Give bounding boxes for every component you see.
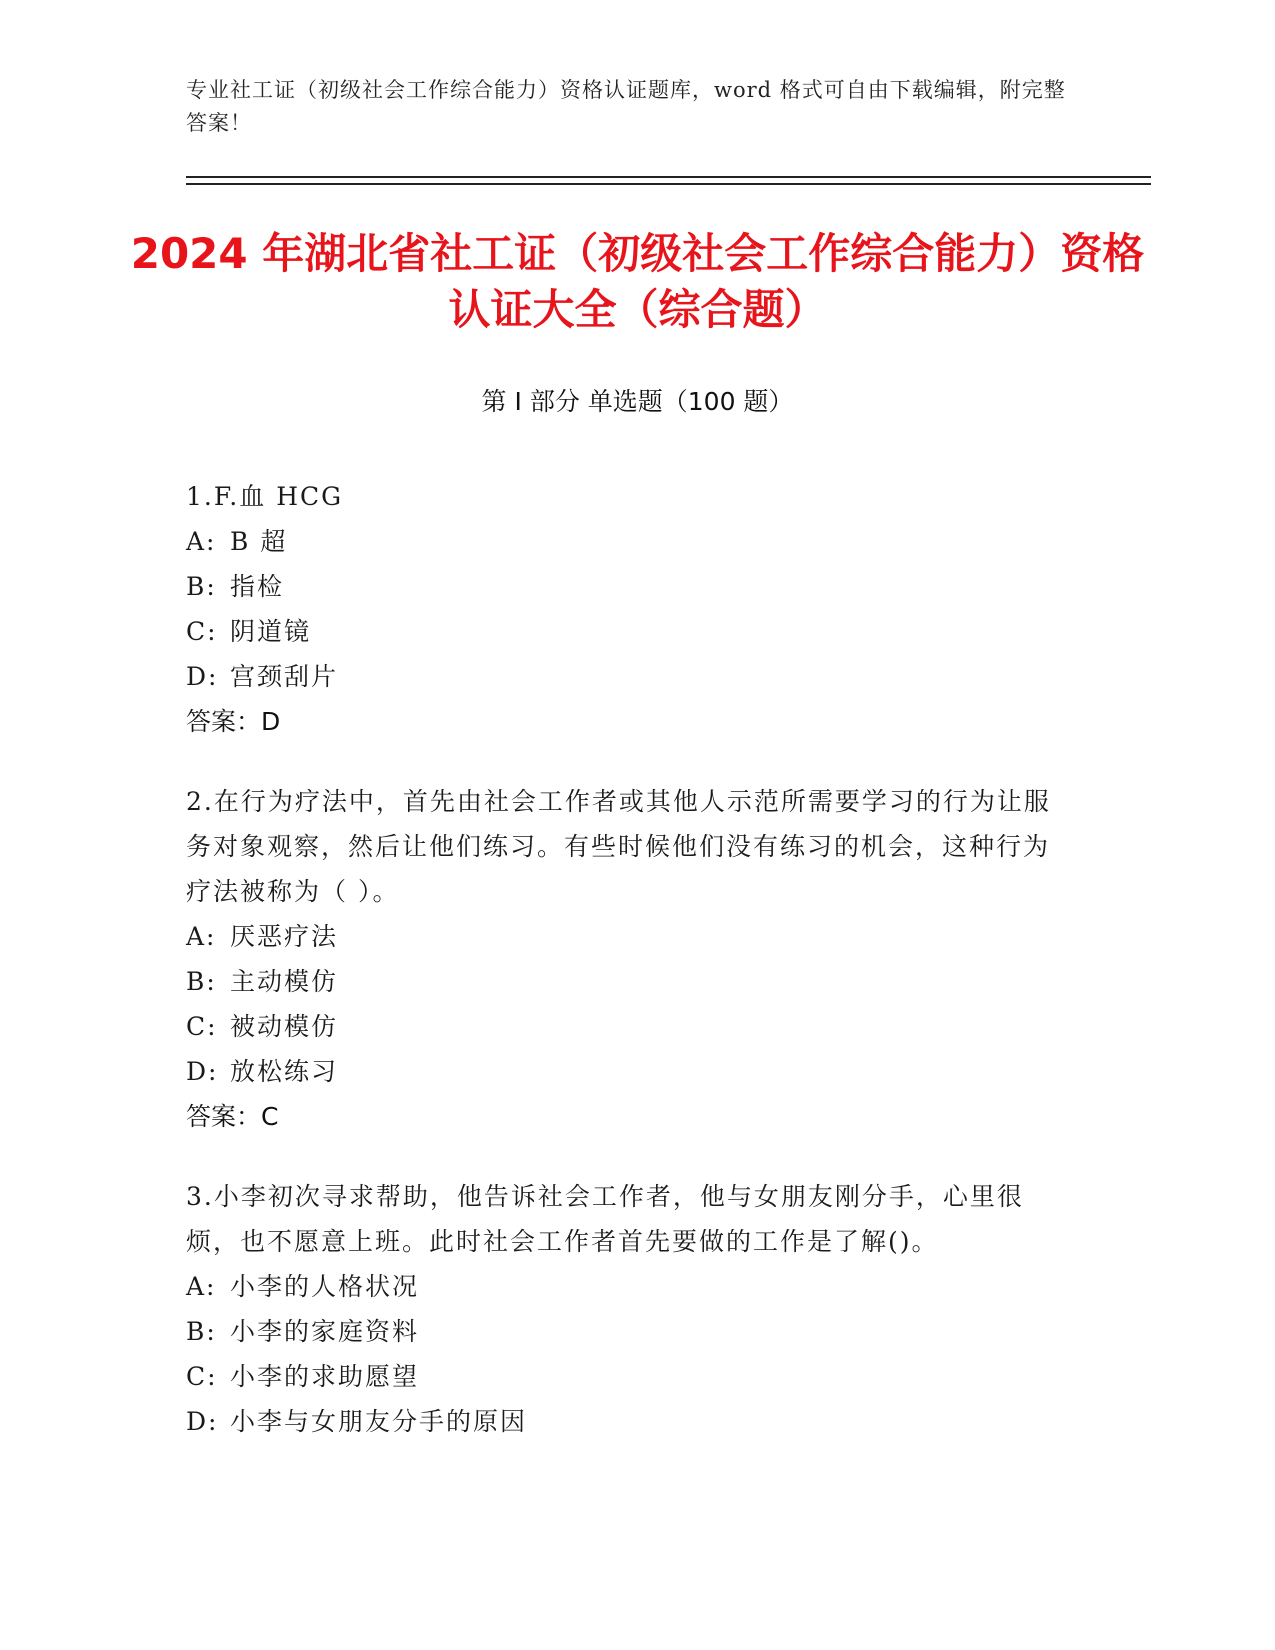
option-text: 厌恶疗法 — [230, 922, 339, 951]
option-key: D: — [186, 1407, 219, 1436]
option-b — [186, 564, 1066, 609]
answer-line: 答案：D — [186, 707, 281, 736]
option-key: B: — [186, 1317, 217, 1346]
option-key: C: — [186, 1012, 218, 1041]
option-key: C: — [186, 1362, 218, 1391]
question-stem: 3.小李初次寻求帮助，他告诉社会工作者，他与女朋友刚分手，心里很烦，也不愿意上班。此时社会工作者首先要做的工作是了解()。 — [186, 1182, 1024, 1256]
option-key: B: — [186, 572, 217, 601]
document-title: 2024 年湖北省社工证（初级社会工作综合能力）资格认证大全（综合题） — [130, 229, 1145, 334]
option-text: 指检 — [230, 572, 285, 601]
header-rule-top — [186, 176, 1151, 178]
header-note: 专业社工证（初级社会工作综合能力）资格认证题库，word 格式可自由下载编辑，附完整答案！ — [186, 78, 1066, 135]
option-text: 小李的家庭资料 — [230, 1317, 420, 1346]
question-stem: 2.在行为疗法中，首先由社会工作者或其他人示范所需要学习的行为让服务对象观察，然后让他们练习。有些时候他们没有练习的机会，这种行为疗法被称为（ ）。 — [186, 787, 1051, 906]
option-d — [186, 1049, 1066, 1094]
question-list — [186, 474, 1066, 1479]
option-text: 被动模仿 — [230, 1012, 339, 1041]
option-d — [186, 654, 1066, 699]
option-key: D: — [186, 1057, 219, 1086]
section-title: 第 I 部分 单选题（100 题） — [481, 387, 794, 416]
option-key: A: — [186, 527, 217, 556]
option-key: D: — [186, 662, 219, 691]
question-1 — [186, 474, 1066, 744]
option-text: 小李与女朋友分手的原因 — [230, 1407, 528, 1436]
option-text: 放松练习 — [230, 1057, 339, 1086]
option-key: A: — [186, 922, 217, 951]
option-text: 阴道镜 — [230, 617, 312, 646]
option-text: 主动模仿 — [230, 967, 339, 996]
option-a — [186, 1264, 1066, 1309]
option-key: B: — [186, 967, 217, 996]
option-text: 小李的人格状况 — [230, 1272, 420, 1301]
option-text: 宫颈刮片 — [230, 662, 339, 691]
question-stem: 1.F.血 HCG — [186, 482, 344, 511]
answer-line: 答案：C — [186, 1102, 279, 1131]
question-3 — [186, 1174, 1066, 1444]
option-b — [186, 1309, 1066, 1354]
option-a — [186, 914, 1066, 959]
option-key: C: — [186, 617, 218, 646]
option-text: 小李的求助愿望 — [230, 1362, 420, 1391]
question-2 — [186, 779, 1066, 1139]
option-c — [186, 609, 1066, 654]
option-text: B 超 — [230, 527, 288, 556]
option-d — [186, 1399, 1066, 1444]
header-rule-bottom — [186, 183, 1151, 185]
option-c — [186, 1004, 1066, 1049]
option-a — [186, 519, 1066, 564]
option-b — [186, 959, 1066, 1004]
option-key: A: — [186, 1272, 217, 1301]
option-c — [186, 1354, 1066, 1399]
